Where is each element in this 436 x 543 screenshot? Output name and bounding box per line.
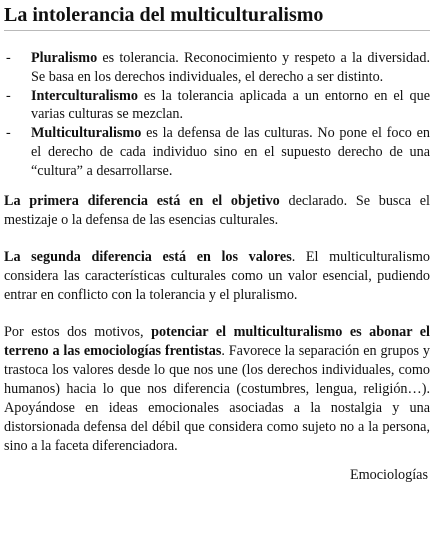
document-page [0, 3, 436, 543]
paragraph-second-difference [4, 248, 430, 305]
definition-pluralismo: es tolerancia. Reconocimiento y respeto a la diversidad. Se basa en los derechos individuales, el derecho a ser distinto. [31, 50, 430, 85]
list-item-interculturalismo [4, 87, 430, 125]
term-multiculturalismo: Multiculturalismo [31, 125, 142, 142]
paragraph-conclusion [4, 323, 430, 456]
list-bullet: - [6, 87, 11, 104]
paragraph-conclusion-lead: Por estos dos motivos, [4, 323, 152, 340]
paragraph-first-difference-bold: La primera diferencia está en el objetivo [4, 192, 280, 209]
paragraph-second-difference-bold: La segunda diferencia está en los valores [4, 248, 292, 265]
list-item-multiculturalismo [4, 124, 430, 180]
list-bullet: - [6, 50, 11, 66]
page-title: La intolerancia del multiculturalismo [4, 3, 430, 31]
definition-interculturalismo: es la tolerancia aplicada a un entorno en el que varias culturas se mezclan. [31, 87, 430, 123]
term-interculturalismo: Interculturalismo [31, 87, 138, 104]
term-pluralismo: Pluralismo [31, 50, 98, 66]
definition-multiculturalismo: es la defensa de las culturas. No pone el foco en el derecho de cada individuo sino en el supuesto derecho de una “cultura” a desarrollarse. [31, 125, 430, 179]
paragraph-conclusion-text: . Favorece la separación en grupos y trastoca los valores desde lo que nos une (los derechos individuales, como humanos) hacia lo que nos diferencia (costumbres, lengua, religión…). Apoyándose en ideas emocionales asociadas a la nostalgia y una distorsionada defensa del débil que considera como sujeto no a la persona, sino a la faceta diferenciadora. [4, 342, 431, 454]
paragraph-conclusion-bold: potenciar el multiculturalismo es abonar el terreno a las emociologías frentistas [4, 323, 430, 359]
paragraph-second-difference-text: . El multiculturalismo considera las características culturales como un valor esencial, pudiendo entrar en conflicto con la tolerancia y el pluralismo. [4, 248, 430, 303]
list-item-pluralismo [4, 49, 430, 87]
paragraph-first-difference [4, 192, 430, 230]
definitions-list [4, 49, 430, 181]
signature: Emociologías [349, 466, 428, 483]
paragraph-first-difference-text: declarado. Se busca el mestizaje o la defensa de las esencias culturales. [4, 192, 430, 228]
list-bullet: - [6, 125, 11, 142]
